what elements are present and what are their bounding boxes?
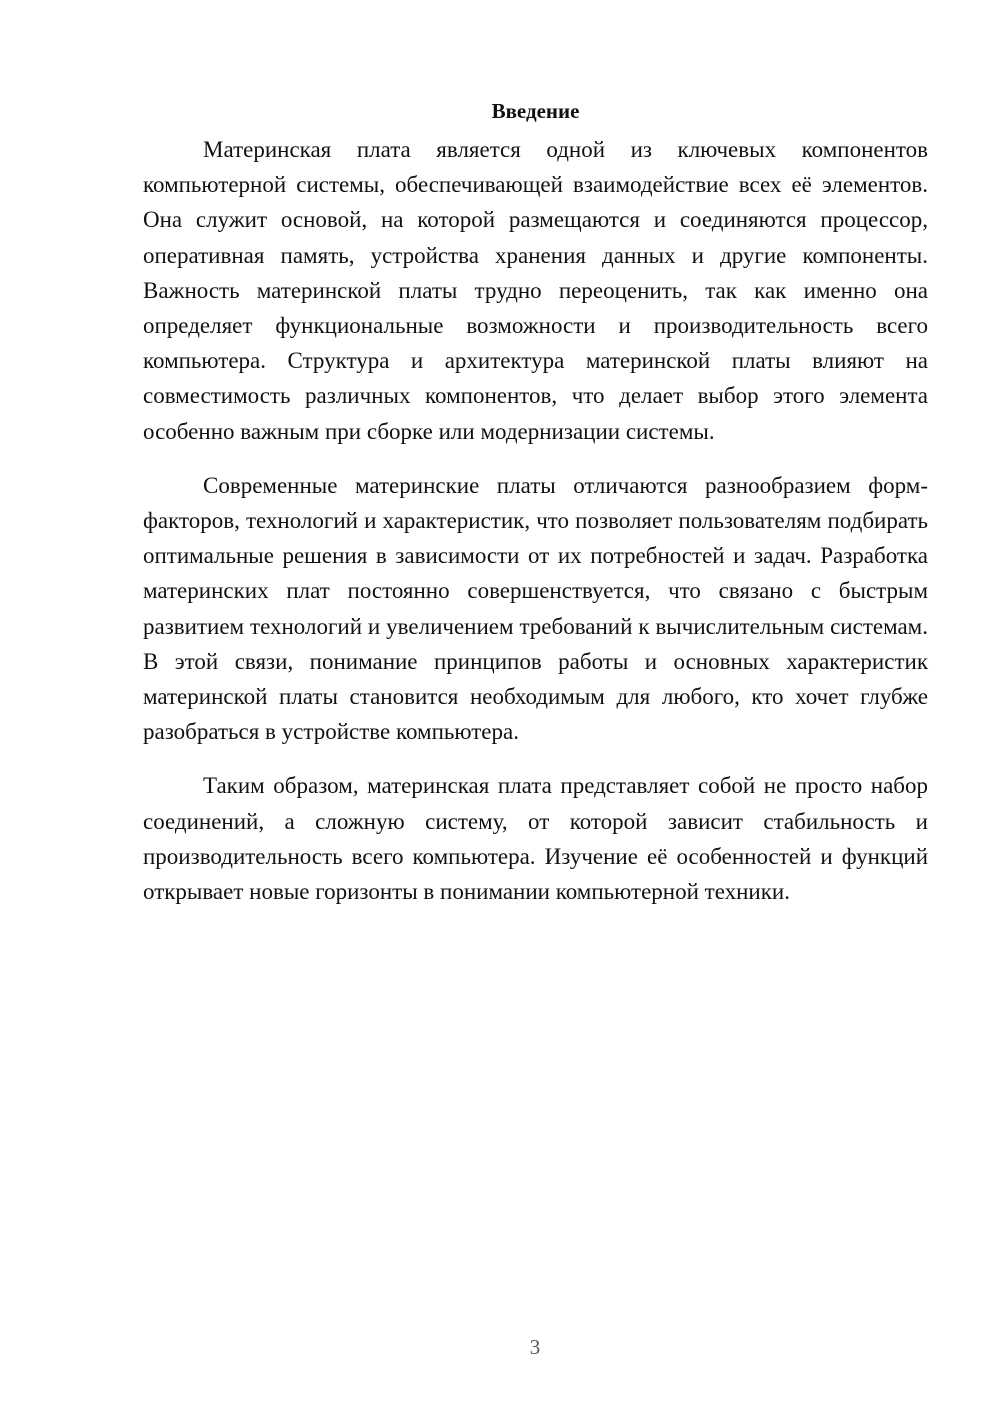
page-content [143,96,928,909]
paragraph-3: Таким образом, материнская плата представляет собой не просто набор соединений, а сложную систему, от которой зависит стабильность и производительность всего компьютера. Изучение её особенностей и функций открывает новые горизонты в понимании компьютерной техники. [143,773,928,905]
page-number: 3 [529,1335,541,1359]
paragraph-1: Материнская плата является одной из ключевых компонентов компьютерной системы, обеспечивающей взаимодействие всех её элементов. Она служит основой, на которой размещаются и соединяются процессор, оперативная память, устройства хранения данных и другие компоненты. Важность материнской платы трудно переоценить, так как именно она определяет функциональные возможности и производительность всего компьютера. Структура и архитектура материнской платы влияют на совместимость различных компонентов, что делает выбор этого элемента особенно важным при сборке или модернизации системы. [143,137,928,444]
paragraph-2: Современные материнские платы отличаются разнообразием форм-факторов, технологий и характеристик, что позволяет пользователям подбирать оптимальные решения в зависимости от их потребностей и задач. Разработка материнских плат постоянно совершенствуется, что связано с быстрым развитием технологий и увеличением требований к вычислительным системам. В этой связи, понимание принципов работы и основных характеристик материнской платы становится необходимым для любого, кто хочет глубже разобраться в устройстве компьютера. [143,472,928,745]
section-heading: Введение [491,99,580,123]
